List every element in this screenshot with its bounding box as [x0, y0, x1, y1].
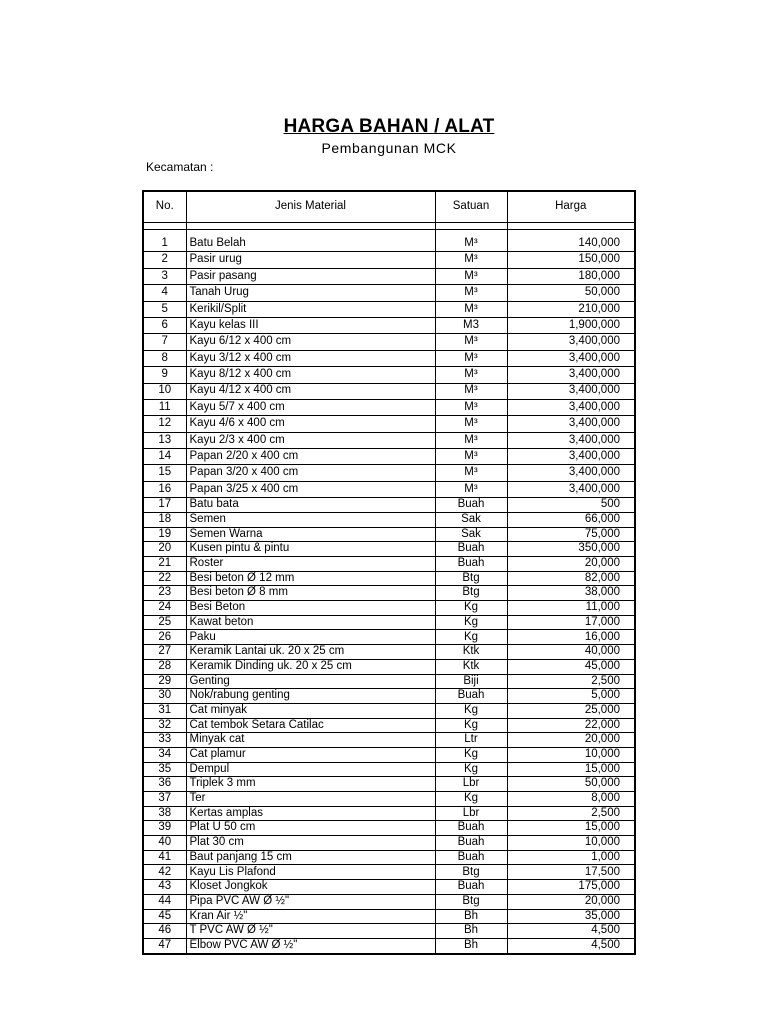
cell-no: 17 — [144, 498, 186, 513]
cell-satuan: Kg — [435, 747, 507, 762]
cell-no: 1 — [144, 236, 186, 252]
table-row — [144, 733, 634, 748]
cell-material: Plat 30 cm — [186, 836, 435, 851]
cell-material: Pipa PVC AW Ø ½" — [186, 894, 435, 909]
table-row — [144, 586, 634, 601]
cell-no: 13 — [144, 432, 186, 448]
cell-harga: 10,000 — [507, 836, 634, 851]
cell-material: Roster — [186, 557, 435, 572]
cell-satuan: M³ — [435, 236, 507, 252]
table-row — [144, 601, 634, 616]
cell-harga: 500 — [507, 498, 634, 513]
cell-satuan: Buah — [435, 836, 507, 851]
cell-material: Semen — [186, 512, 435, 527]
cell-no: 43 — [144, 880, 186, 895]
table-row — [144, 909, 634, 924]
cell-no: 39 — [144, 821, 186, 836]
table-row — [144, 465, 634, 481]
cell-no: 31 — [144, 703, 186, 718]
table-row — [144, 317, 634, 333]
cell-no: 21 — [144, 557, 186, 572]
cell-satuan: Lbr — [435, 777, 507, 792]
cell-harga: 38,000 — [507, 586, 634, 601]
cell-no: 18 — [144, 512, 186, 527]
cell-satuan: M³ — [435, 252, 507, 268]
cell-no: 10 — [144, 383, 186, 399]
cell-harga: 50,000 — [507, 777, 634, 792]
table-row — [144, 850, 634, 865]
cell-material: Kayu 2/3 x 400 cm — [186, 432, 435, 448]
table-row — [144, 481, 634, 497]
table-row — [144, 938, 634, 952]
cell-satuan: Ktk — [435, 659, 507, 674]
cell-harga: 75,000 — [507, 527, 634, 542]
cell-no: 3 — [144, 268, 186, 284]
table-row — [144, 615, 634, 630]
cell-no: 11 — [144, 399, 186, 415]
cell-harga: 2,500 — [507, 806, 634, 821]
cell-satuan: Bh — [435, 938, 507, 952]
cell-no: 33 — [144, 733, 186, 748]
table-row — [144, 630, 634, 645]
cell-no: 41 — [144, 850, 186, 865]
table-row — [144, 571, 634, 586]
cell-harga: 2,500 — [507, 674, 634, 689]
cell-satuan: Biji — [435, 674, 507, 689]
cell-material: Pasir pasang — [186, 268, 435, 284]
cell-satuan: Ltr — [435, 733, 507, 748]
cell-satuan: M3 — [435, 317, 507, 333]
cell-satuan: Buah — [435, 542, 507, 557]
cell-harga: 17,000 — [507, 615, 634, 630]
cell-no: 24 — [144, 601, 186, 616]
table-row — [144, 894, 634, 909]
cell-no: 15 — [144, 465, 186, 481]
cell-satuan: Bh — [435, 909, 507, 924]
cell-material: Kayu Lis Plafond — [186, 865, 435, 880]
cell-satuan: M³ — [435, 449, 507, 465]
cell-satuan: M³ — [435, 416, 507, 432]
price-table — [144, 192, 634, 953]
cell-no: 35 — [144, 762, 186, 777]
cell-harga: 180,000 — [507, 268, 634, 284]
cell-harga: 5,000 — [507, 689, 634, 704]
table-row — [144, 512, 634, 527]
cell-no: 6 — [144, 317, 186, 333]
cell-satuan: Kg — [435, 615, 507, 630]
cell-material: Kloset Jongkok — [186, 880, 435, 895]
cell-material: Ter — [186, 792, 435, 807]
document-subtitle: Pembangunan MCK — [321, 140, 457, 156]
table-row — [144, 334, 634, 350]
cell-satuan: Sak — [435, 512, 507, 527]
table-row — [144, 399, 634, 415]
cell-satuan: M³ — [435, 432, 507, 448]
table-row — [144, 268, 634, 284]
cell-harga: 82,000 — [507, 571, 634, 586]
table-row — [144, 301, 634, 317]
document-title: HARGA BAHAN / ALAT — [283, 116, 495, 137]
cell-satuan: Ktk — [435, 645, 507, 660]
table-header-row — [144, 192, 634, 223]
table-row — [144, 285, 634, 301]
cell-harga: 20,000 — [507, 733, 634, 748]
cell-no: 29 — [144, 674, 186, 689]
table-row — [144, 674, 634, 689]
cell-satuan: Kg — [435, 601, 507, 616]
cell-material: Tanah Urug — [186, 285, 435, 301]
cell-harga: 20,000 — [507, 557, 634, 572]
cell-harga: 15,000 — [507, 821, 634, 836]
cell-material: Dempul — [186, 762, 435, 777]
cell-no: 14 — [144, 449, 186, 465]
table-row — [144, 880, 634, 895]
cell-harga: 1,000 — [507, 850, 634, 865]
cell-harga: 140,000 — [507, 236, 634, 252]
table-row — [144, 527, 634, 542]
cell-no: 34 — [144, 747, 186, 762]
cell-material: Kayu 5/7 x 400 cm — [186, 399, 435, 415]
cell-harga: 4,500 — [591, 938, 620, 951]
cell-harga: 3,400,000 — [507, 399, 634, 415]
cell-no: 28 — [144, 659, 186, 674]
cell-harga: 40,000 — [507, 645, 634, 660]
cell-material: Besi beton Ø 8 mm — [186, 586, 435, 601]
cell-material: Cat tembok Setara Catilac — [186, 718, 435, 733]
cell-harga: 150,000 — [507, 252, 634, 268]
cell-satuan: Buah — [435, 880, 507, 895]
cell-satuan: Buah — [435, 498, 507, 513]
cell-satuan: Btg — [435, 586, 507, 601]
cell-material: Cat minyak — [186, 703, 435, 718]
cell-no: 42 — [144, 865, 186, 880]
table-row — [144, 777, 634, 792]
cell-satuan: Buah — [435, 850, 507, 865]
table-row — [144, 432, 634, 448]
cell-harga: 175,000 — [507, 880, 634, 895]
cell-no: 7 — [144, 334, 186, 350]
cell-material: Keramik Lantai uk. 20 x 25 cm — [186, 645, 435, 660]
cell-harga: 25,000 — [507, 703, 634, 718]
table-row — [144, 645, 634, 660]
cell-material: Pasir urug — [186, 252, 435, 268]
cell-harga: 1,900,000 — [507, 317, 634, 333]
cell-material: Kayu 4/6 x 400 cm — [186, 416, 435, 432]
cell-harga: 350,000 — [507, 542, 634, 557]
cell-no: 2 — [144, 252, 186, 268]
cell-harga: 50,000 — [507, 285, 634, 301]
cell-harga: 11,000 — [507, 601, 634, 616]
cell-no: 19 — [144, 527, 186, 542]
cell-no: 40 — [144, 836, 186, 851]
table-row — [144, 806, 634, 821]
cell-satuan: Btg — [435, 894, 507, 909]
cell-satuan: M³ — [435, 399, 507, 415]
cell-satuan: Buah — [435, 557, 507, 572]
kecamatan-label: Kecamatan : — [146, 160, 214, 174]
cell-satuan: M³ — [435, 465, 507, 481]
cell-material: Genting — [186, 674, 435, 689]
cell-satuan: Buah — [435, 821, 507, 836]
cell-harga: 22,000 — [507, 718, 634, 733]
table-row — [144, 865, 634, 880]
cell-harga: 3,400,000 — [507, 432, 634, 448]
cell-material: T PVC AW Ø ½" — [186, 924, 435, 939]
cell-material: Kerikil/Split — [186, 301, 435, 317]
cell-satuan: M³ — [435, 367, 507, 383]
table-row — [144, 236, 634, 252]
table-row — [144, 762, 634, 777]
table-row — [144, 689, 634, 704]
cell-material: Baut panjang 15 cm — [186, 850, 435, 865]
cell-material: Papan 2/20 x 400 cm — [186, 449, 435, 465]
cell-no: 46 — [144, 924, 186, 939]
cell-no: 25 — [144, 615, 186, 630]
cell-harga: 15,000 — [507, 762, 634, 777]
cell-material: Kayu 6/12 x 400 cm — [186, 334, 435, 350]
cell-material: Besi beton Ø 12 mm — [186, 571, 435, 586]
cell-material: Semen Warna — [186, 527, 435, 542]
cell-material: Kran Air ½" — [186, 909, 435, 924]
cell-no: 26 — [144, 630, 186, 645]
table-row — [144, 747, 634, 762]
cell-material: Kertas amplas — [186, 806, 435, 821]
cell-harga: 4,500 — [507, 924, 634, 939]
cell-satuan: M³ — [435, 268, 507, 284]
cell-satuan: Kg — [435, 762, 507, 777]
price-table-frame — [142, 190, 636, 955]
cell-satuan: M³ — [435, 285, 507, 301]
cell-material: Minyak cat — [186, 733, 435, 748]
cell-no: 30 — [144, 689, 186, 704]
cell-material: Kusen pintu & pintu — [186, 542, 435, 557]
spacer-row — [144, 223, 634, 230]
table-row — [144, 449, 634, 465]
cell-satuan: M³ — [435, 350, 507, 366]
table-row — [144, 252, 634, 268]
cell-satuan: Lbr — [435, 806, 507, 821]
cell-material: Kayu 8/12 x 400 cm — [186, 367, 435, 383]
cell-satuan: Btg — [435, 571, 507, 586]
cell-no: 16 — [144, 481, 186, 497]
cell-harga: 3,400,000 — [507, 334, 634, 350]
cell-no: 45 — [144, 909, 186, 924]
cell-no: 5 — [144, 301, 186, 317]
cell-material: Nok/rabung genting — [186, 689, 435, 704]
table-row — [144, 836, 634, 851]
cell-satuan: Buah — [435, 689, 507, 704]
cell-harga: 35,000 — [507, 909, 634, 924]
cell-harga: 3,400,000 — [507, 416, 634, 432]
cell-satuan: Btg — [435, 865, 507, 880]
cell-material: Cat plamur — [186, 747, 435, 762]
cell-harga: 10,000 — [507, 747, 634, 762]
header-material: Jenis Material — [186, 192, 435, 223]
cell-harga: 3,400,000 — [507, 465, 634, 481]
cell-harga: 45,000 — [507, 659, 634, 674]
cell-no: 22 — [144, 571, 186, 586]
header-harga: Harga — [507, 192, 634, 223]
cell-harga: 3,400,000 — [507, 367, 634, 383]
table-row — [144, 498, 634, 513]
cell-material: Elbow PVC AW Ø ½" — [186, 938, 435, 952]
cell-satuan: M³ — [435, 334, 507, 350]
cell-satuan: M³ — [435, 301, 507, 317]
table-row — [144, 383, 634, 399]
header-no: No. — [144, 192, 186, 223]
cell-material: Kayu 4/12 x 400 cm — [186, 383, 435, 399]
cell-no: 37 — [144, 792, 186, 807]
cell-material: Keramik Dinding uk. 20 x 25 cm — [186, 659, 435, 674]
cell-material: Batu Belah — [186, 236, 435, 252]
table-row — [144, 792, 634, 807]
cell-harga: 3,400,000 — [507, 350, 634, 366]
cell-satuan: M³ — [435, 383, 507, 399]
cell-no: 36 — [144, 777, 186, 792]
table-row — [144, 416, 634, 432]
cell-material: Besi Beton — [186, 601, 435, 616]
cell-harga: 3,400,000 — [507, 383, 634, 399]
cell-material: Triplek 3 mm — [186, 777, 435, 792]
cell-harga: 17,500 — [507, 865, 634, 880]
table-row — [144, 924, 634, 939]
cell-satuan: Kg — [435, 792, 507, 807]
cell-material: Plat U 50 cm — [186, 821, 435, 836]
table-row — [144, 718, 634, 733]
cell-no: 9 — [144, 367, 186, 383]
cell-material: Paku — [186, 630, 435, 645]
table-row — [144, 350, 634, 366]
cell-material: Batu bata — [186, 498, 435, 513]
cell-no: 38 — [144, 806, 186, 821]
cell-no: 20 — [144, 542, 186, 557]
cell-harga: 210,000 — [507, 301, 634, 317]
cell-satuan: Bh — [435, 924, 507, 939]
header-satuan: Satuan — [435, 192, 507, 223]
table-row — [144, 542, 634, 557]
table-row — [144, 659, 634, 674]
cell-harga: 66,000 — [507, 512, 634, 527]
table-body — [144, 236, 634, 953]
table-row — [144, 821, 634, 836]
cell-harga: 3,400,000 — [507, 449, 634, 465]
cell-harga: 16,000 — [507, 630, 634, 645]
cell-no: 44 — [144, 894, 186, 909]
cell-satuan: M³ — [435, 481, 507, 497]
cell-material: Kayu kelas III — [186, 317, 435, 333]
cell-harga: 3,400,000 — [507, 481, 634, 497]
cell-no: 8 — [144, 350, 186, 366]
cell-material: Kayu 3/12 x 400 cm — [186, 350, 435, 366]
cell-satuan: Sak — [435, 527, 507, 542]
table-row — [144, 557, 634, 572]
cell-no: 23 — [144, 586, 186, 601]
cell-material: Papan 3/25 x 400 cm — [186, 481, 435, 497]
table-row — [144, 367, 634, 383]
cell-no: 32 — [144, 718, 186, 733]
table-row — [144, 703, 634, 718]
cell-material: Kawat beton — [186, 615, 435, 630]
cell-harga: 8,000 — [507, 792, 634, 807]
cell-no: 4 — [144, 285, 186, 301]
cell-satuan: Kg — [435, 630, 507, 645]
cell-satuan: Kg — [435, 718, 507, 733]
cell-harga: 20,000 — [507, 894, 634, 909]
cell-no: 12 — [144, 416, 186, 432]
cell-material: Papan 3/20 x 400 cm — [186, 465, 435, 481]
cell-satuan: Kg — [435, 703, 507, 718]
cell-no: 27 — [144, 645, 186, 660]
cell-no: 47 — [144, 938, 186, 952]
